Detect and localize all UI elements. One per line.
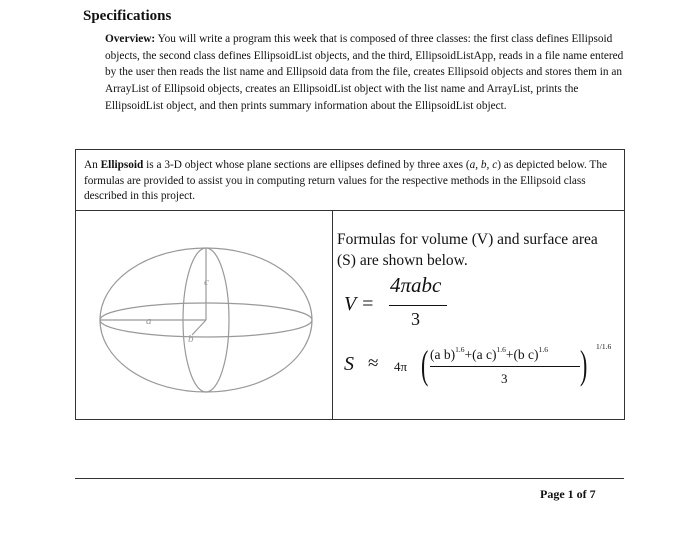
axis-b-label: b (188, 333, 194, 345)
overview-label: Overview: (105, 33, 156, 45)
exp-ac: 1.6 (496, 345, 506, 354)
term-ab: (a b) (430, 347, 456, 362)
figure-box (75, 210, 625, 420)
figure-divider (332, 211, 333, 419)
desc-term: Ellipsoid (100, 159, 144, 171)
surface-approx: ≈ (368, 353, 379, 374)
axis-c-label: c (204, 276, 209, 288)
page-number: Page 1 of 7 (540, 487, 596, 501)
exp-bc: 1.6 (538, 345, 548, 354)
desc-mid: is a 3-D object whose plane sections are ellipses defined by three axes ( (143, 159, 470, 171)
desc-axes: a, b, c (469, 159, 498, 171)
surface-lhs: S (344, 353, 354, 375)
surface-fraction-bar (430, 366, 580, 367)
outer-exponent: 1/1.6 (596, 342, 612, 351)
ellipsoid-diagram (94, 229, 318, 409)
formula-intro: Formulas for volume (V) and surface area (S) are shown below. (337, 231, 598, 269)
volume-fraction-bar (389, 305, 447, 306)
surface-denominator: 3 (501, 371, 508, 386)
term-bc: +(b c) (505, 347, 539, 362)
surface-numerator (430, 345, 548, 363)
axis-a-label: a (146, 315, 152, 327)
exp-ab: 1.6 (455, 345, 465, 354)
volume-denominator: 3 (411, 309, 420, 329)
overview-paragraph (105, 31, 625, 115)
axis-b-line (192, 320, 206, 335)
ellipsoid-description (84, 158, 616, 205)
description-box (75, 149, 625, 210)
right-paren: ) (579, 342, 588, 387)
surface-formula (344, 341, 624, 401)
volume-lhs: V = (344, 293, 375, 315)
volume-numerator: 4πabc (390, 273, 442, 297)
volume-formula (344, 273, 464, 333)
desc-suffix: ) as depicted below. The formulas are provided to assist you in computing return values for the respective methods in the Ellipsoid class described in this project. (84, 159, 607, 202)
footer-rule (75, 478, 624, 479)
overview-text: You will write a program this week that is composed of three classes: the first class defines Ellipsoid objects, the second class defines EllipsoidList objects, and the third, EllipsoidListApp, reads in a file name entered by the user then reads the list name and Ellipsoid data from the file, creates Ellipsoid objects and stores them in an ArrayList of Ellipsoid objects, creates an EllipsoidList object with the list name and ArrayList, prints the EllipsoidList object, and then prints summary information about the EllipsoidList object. (105, 33, 624, 112)
desc-prefix: An (84, 159, 101, 171)
term-ac: +(a c) (464, 347, 497, 362)
section-heading: Specifications (83, 8, 172, 24)
left-paren: ( (420, 342, 429, 387)
surface-coefficient: 4π (394, 359, 408, 374)
